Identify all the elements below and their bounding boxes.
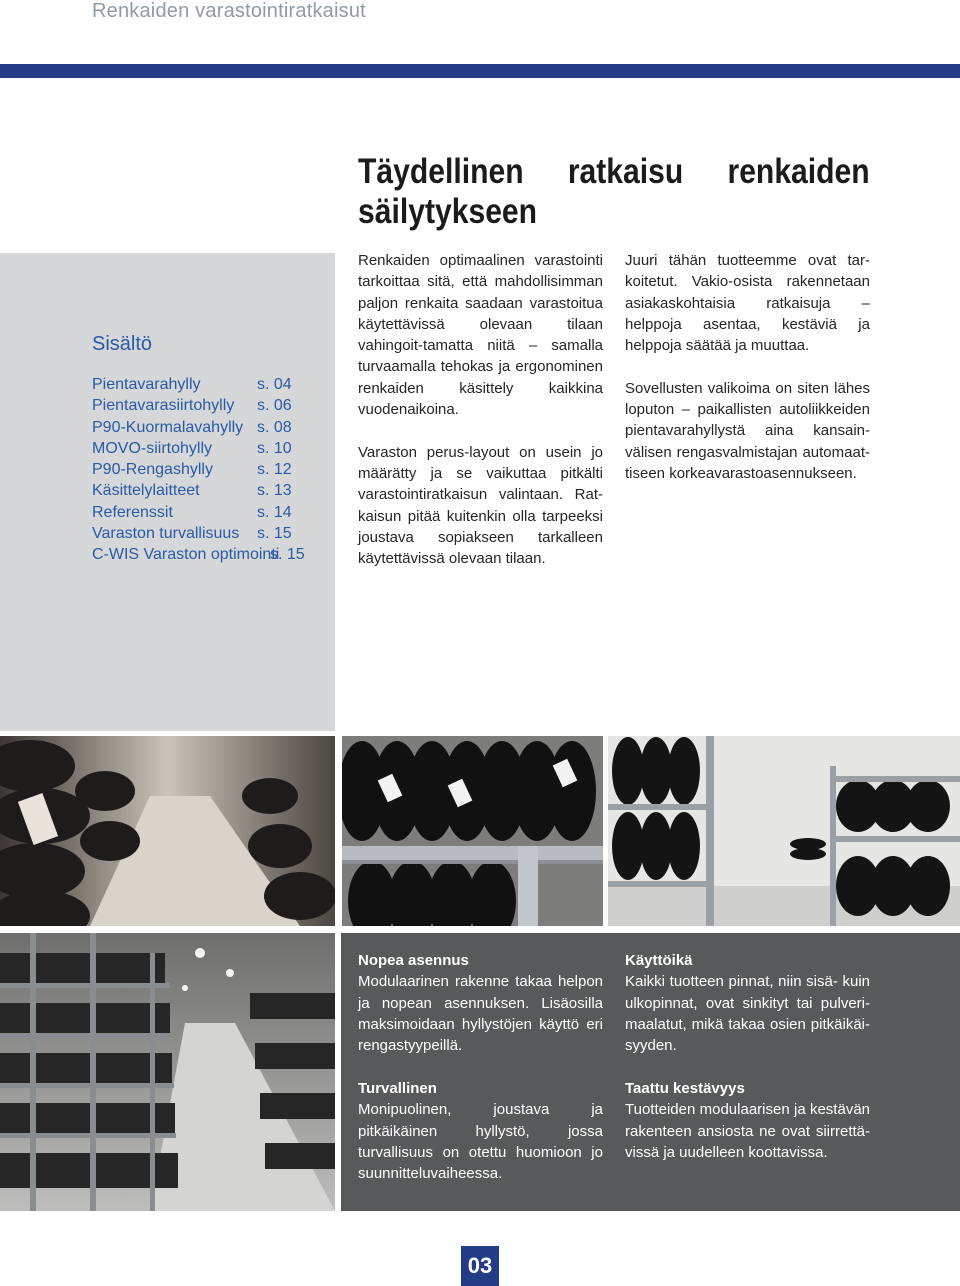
toc-item[interactable]: P90-Kuormalavahylly s. 08 <box>92 418 292 436</box>
toc-item[interactable]: Referenssit s. 14 <box>92 503 292 521</box>
warehouse-aisle-photo <box>0 736 335 926</box>
page-number: 03 <box>461 1246 499 1286</box>
title-line-2: säilytykseen <box>358 192 538 231</box>
toc-list <box>92 376 332 568</box>
intro-paragraph: Juuri tähän tuotteemme ovat tar-koitetut. Vakio-osista rakennetaan asiakaskohtaisia ratkaisuja – helppoja asentaa, kestäviä ja helppoja säätää ja muuttaa. <box>625 252 870 355</box>
toc-item[interactable]: MOVO-siirtohylly s. 10 <box>92 439 292 457</box>
feature-durability <box>625 1078 870 1163</box>
toc-item[interactable]: Varaston turvallisuus s. 15 <box>92 525 292 543</box>
page-title <box>358 152 870 232</box>
intro-paragraph: Varaston perus-layout on usein jo määrätty ja se vaikuttaa pitkälti varastointiratkaisun valintaan. Rat-kaisun pitää kuitenkin olla tarpeeksi joustava sopiakseen tarkalleen käytettävissä olevaan tilaan. <box>358 443 603 568</box>
intro-column-2 <box>625 250 870 506</box>
feature-text: Tuotteiden modulaarisen ja kestävän rakenteen ansiosta ne ovat siirrettä-vissä ja uudelleen koottavissa. <box>625 1101 870 1161</box>
feature-lifetime <box>625 950 870 1056</box>
tire-shelf-photo <box>342 736 603 926</box>
toc-item[interactable]: P90-Rengashylly s. 12 <box>92 461 292 479</box>
toc-title: Sisältö <box>92 333 153 355</box>
feature-safe <box>358 1078 603 1184</box>
header-band <box>0 64 960 78</box>
large-warehouse-photo <box>0 933 335 1211</box>
toc-item[interactable]: Pientavarahylly s. 04 <box>92 376 292 393</box>
title-word-1: Täydellinen <box>358 152 524 191</box>
feature-title: Nopea asennus <box>358 952 469 969</box>
feature-text: Monipuolinen, joustava ja pitkäikäinen hyllystö, jossa turvallisuus on otettu huomioon jo suunnitteluvaiheessa. <box>358 1101 603 1183</box>
title-word-3: renkaiden <box>727 152 870 191</box>
feature-title: Käyttöikä <box>625 952 693 969</box>
title-word-2: ratkaisu <box>567 152 684 191</box>
storage-room-photo <box>608 736 960 926</box>
running-header: Renkaiden varastointiratkaisut <box>92 0 366 22</box>
feature-title: Turvallinen <box>358 1080 437 1097</box>
toc-item[interactable]: Pientavarasiirtohylly s. 06 <box>92 397 292 415</box>
feature-text: Kaikki tuotteen pinnat, niin sisä- kuin ulkopinnat, ovat sinkityt tai pulveri-maalatut, mikä takaa osien pitkäikäi-syyden. <box>625 973 870 1055</box>
feature-quick-install <box>358 950 603 1056</box>
feature-text: Modulaarinen rakenne takaa helpon ja nopean asennuksen. Lisäosilla maksimoidaan hyllystöjen käyttö eri rengastyypeillä. <box>358 973 603 1055</box>
intro-paragraph: Sovellusten valikoima on siten lähes loputon – paikallisten autoliikkeiden pientavarahyllystä aina kansain-välisen rengasvalmistajan automaat-tiseen korkeavarastoasennukseen. <box>625 379 870 482</box>
toc-item[interactable]: C-WIS Varaston optimointi s. 15 <box>92 546 305 564</box>
intro-column-1 <box>358 250 603 591</box>
feature-title: Taattu kestävyys <box>625 1080 745 1097</box>
intro-paragraph: Renkaiden optimaalinen varastointi tarkoittaa sitä, että mahdollisimman paljon renkaita saadaan varastoitua käytettävissä olevaan tilaan vahingoit-tamatta niitä – samalla turvaamalla tehokas ja ergonominen renkaiden käsittely kaikkina vuodenaikoina. <box>358 252 603 419</box>
toc-item[interactable]: Käsittelylaitteet s. 13 <box>92 482 292 500</box>
